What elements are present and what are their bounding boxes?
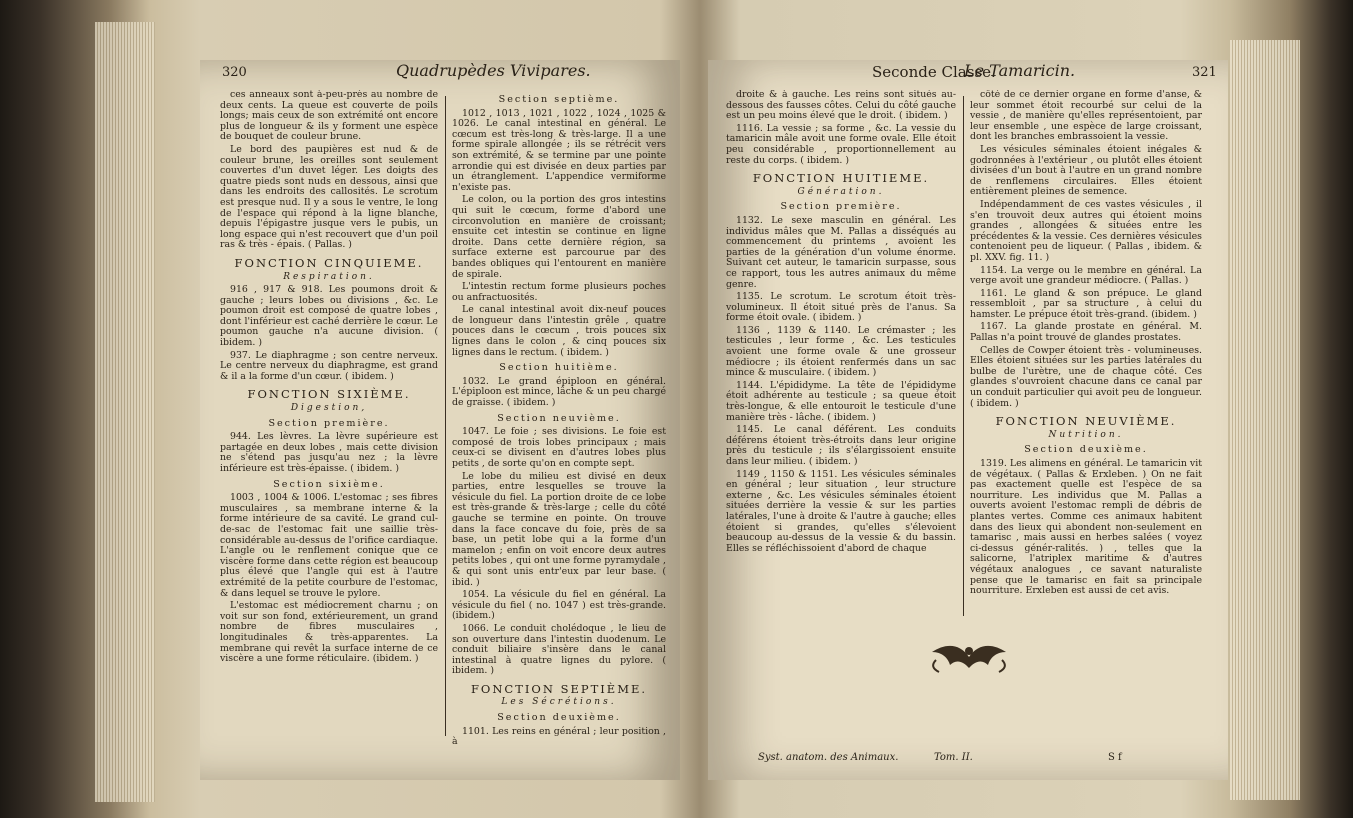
paragraph: 1161. Le gland & son prépuce. Le gland ressembloit , par sa structure , à celui du hamster. Le prépuce étoit très-grand. (ibidem. ) — [970, 287, 1202, 320]
subheading: Nutrition. — [1048, 429, 1124, 440]
right-page — [708, 60, 1228, 780]
paragraph: Le bord des paupières est nud & de couleur brune, les oreilles sont seulement couvertes d'un duvet léger. Les doigts des quatre pieds sont nuds en dessous, ainsi que dans les endroits des callosités. Le scrotum est presque nud. Il y a sous le ventre, le long de l'espace qui répond à la ligne blanche, depuis l'épigastre jusque vers le pubis, un long espace qui n'est recouvert que d'un poil ras & très - épais. ( Pallas. ) — [220, 143, 438, 251]
paragraph: 1144. L'épididyme. La tête de l'épididyme étoit adhérente au testicule ; sa queue étoit très-longue, & elle entouroit le testicule d'une manière très - lâche. ( ibidem. ) — [726, 379, 956, 423]
paragraph: 944. Les lèvres. La lèvre supérieure est partagée en deux lobes , mais cette division ne s'étend pas jusqu'au nez ; la lèvre inférieure est très-épaisse. ( ibidem. ) — [220, 431, 438, 474]
footer-signature: S f — [1108, 752, 1122, 764]
paragraph: 1047. Le foie ; ses divisions. Le foie est composé de trois lobes principaux ; mais ceux-ci se divisent en d'autres lobes plus petits , de sorte qu'on en compte sept. — [452, 426, 666, 469]
paragraph: Le lobe du milieu est divisé en deux parties, entre lesquelles se trouve la vésicule du fiel. La portion droite de ce lobe est très-grande & très-large ; celle du côté gauche se termine en pointe. On trouve dans la face concave du foie, près de sa base, un petit lobe qui a la forme d'un mamelon ; enfin on voit encore deux autres petits lobes , qui ont une forme pyramydale , & qui sont unis entr'eux par leur base. ( ibid. ) — [452, 470, 666, 588]
page-number: 321 — [1192, 65, 1217, 80]
footer-volume: Tom. II. — [934, 752, 973, 764]
section-heading: Section huitième. — [499, 362, 619, 374]
paragraph: 1149 , 1150 & 1151. Les vésicules séminales en général ; leur situation , leur structure externe , &c. Les vésicules séminales étoient situées derrière la vessie & sur les parties latérales, l'une à droite & l'autre à gauche; elles étoient si grandes, qu'elles s'élevoient beaucoup au-dessus de la vessie & du bassin. Elles se réfléchissoient d'abord de chaque — [726, 468, 956, 554]
paragraph: 1066. Le conduit cholédoque , le lieu de son ouverture dans l'intestin duodenum. Le conduit biliaire s'insère dans le canal intestinal à quatre lignes du pylore. ( ibidem. ) — [452, 622, 666, 677]
paragraph: 1012 , 1013 , 1021 , 1022 , 1024 , 1025 & 1026. Le canal intestinal en général. Le cœcum est très-long & très-large. Il a une forme spirale allongée ; ils se rétrécit vers son extrémité, & se termine par une pointe arrondie qui est divisée en deux parties par un étranglement. L'appendice vermiforme n'existe pas. — [452, 107, 666, 193]
right-column-2 — [970, 90, 1202, 635]
function-heading: FONCTION SIXIÈME. — [247, 387, 411, 402]
footer-title: Syst. anatom. des Animaux. — [758, 752, 899, 764]
paragraph: L'estomac est médiocrement charnu ; on voit sur son fond, extérieurement, un grand nombre de fibres musculaires , longitudinales & très-apparentes. La membrane qui revêt la surface interne de ce viscère a une forme réticulaire. (ibidem. ) — [220, 600, 438, 665]
paragraph: 1032. Le grand épiploon en général. L'épiploon est mince, lâche & un peu chargé de graisse. ( ibidem. ) — [452, 375, 666, 409]
function-heading: FONCTION CINQUIEME. — [234, 255, 424, 270]
paragraph: 1003 , 1004 & 1006. L'estomac ; ses fibres musculaires , sa membrane interne & la forme intérieure de sa cavité. Le grand cul-de-sac de l'estomac fait une saillie très-considérable au-dessus de l'orifice cardiaque. L'angle ou le renflement conique que ce viscère forme dans cette région est beaucoup plus élevé que l'angle qui est à l'autre extrémité de la petite courbure de l'estomac, & dans lequel se trouve le pylore. — [220, 492, 438, 599]
paragraph: Les vésicules séminales étoient inégales & godronnées à l'extérieur , ou plutôt elles étoient divisées d'un bout à l'autre en un grand nombre de renflemens circulaires. Elles étoient entièrement pleines de semence. — [970, 143, 1202, 198]
section-heading: Section deuxième. — [1024, 444, 1148, 456]
subheading: Digestion, — [290, 403, 368, 414]
paragraph: côté de ce dernier organe en forme d'anse, & leur sommet étoit recourbé sur celui de la vessie , de manière qu'elles représentoient, par leur ensemble , une espèce de large croissant, dont les branches embrassoient la vessie. — [970, 90, 1202, 143]
function-heading: FONCTION HUITIEME. — [752, 171, 930, 186]
paragraph: 1054. La vésicule du fiel en général. La vésicule du fiel ( no. 1047 ) est très-grande. (ibidem.) — [452, 589, 666, 622]
section-head: Seconde Classe. — [872, 63, 996, 81]
paragraph: Le canal intestinal avoit dix-neuf pouces de longueur dans l'intestin grêle , quatre pouces dans le cœcum , trois pouces six lignes dans le colon , & cinq pouces six lignes dans le rectum. ( ibidem. ) — [452, 304, 666, 358]
left-page — [200, 60, 680, 780]
page-number: 320 — [222, 65, 247, 80]
paragraph: 1116. La vessie ; sa forme , &c. La vessie du tamaricin mâle avoit une forme ovale. Elle étoit peu considérable , proportionnellement au reste du corps. ( ibidem. ) — [726, 122, 956, 166]
paragraph: Le colon, ou la portion des gros intestins qui suit le cœcum, forme d'abord une circonvolution en manière de croissant; ensuite cet intestin se continue en ligne droite. Dans cette dernière région, sa surface externe est parcourue par des bandes obliques qui l'entourent en manière de spirale. — [452, 194, 666, 280]
running-head: Quadrupèdes Vivipares. — [396, 61, 591, 80]
left-page-edges — [95, 22, 155, 802]
section-heading: Section deuxième. — [497, 712, 621, 724]
paragraph: 1101. Les reins en général ; leur position , à — [452, 725, 666, 748]
right-column-1 — [726, 90, 956, 774]
subheading: Génération. — [797, 186, 885, 197]
paragraph: 1135. Le scrotum. Le scrotum étoit très-volumineux. Il étoit situé près de l'anus. Sa forme étoit ovale. ( ibidem. ) — [726, 291, 956, 324]
section-heading: Section neuvième. — [497, 412, 621, 424]
paragraph: 916 , 917 & 918. Les poumons droit & gauche ; leurs lobes ou divisions , &c. Le poumon droit est composé de quatre lobes , dont l'inférieur est caché derrière le cœur. Le poumon gauche n'a aucune division. ( ibidem. ) — [220, 284, 438, 349]
running-head: Le Tamaricin. — [964, 61, 1076, 80]
function-heading: FONCTION SEPTIÈME. — [470, 681, 648, 696]
column-rule — [963, 96, 964, 616]
fleuron-ornament — [926, 638, 1012, 676]
left-column-2 — [452, 90, 666, 774]
paragraph: ces anneaux sont à-peu-près au nombre de deux cents. La queue est couverte de poils longs; mais ceux de son extrémité ont encore plus de longueur & ils y forment une espèce de bouquet de couleur brune. — [220, 90, 438, 143]
function-heading: FONCTION NEUVIÈME. — [995, 414, 1177, 429]
section-heading: Section sixième. — [273, 478, 385, 490]
section-heading: Section septième. — [498, 94, 620, 105]
paragraph: Indépendamment de ces vastes vésicules , il s'en trouvoit deux autres qui étoient moins grandes , allongées & situées entre les précédentes & la vessie. Ces dernières vésicules contenoient peu de liqueur. ( Pallas , ibidem. & pl. XXV. fig. 11. ) — [970, 198, 1202, 263]
paragraph: 1319. Les alimens en général. Le tamaricin vit de végétaux. ( Pallas & Erxleben. ) On ne fait pas exactement quelle est l'espèce de sa nourriture. Les individus que M. Pallas a ouverts avoient l'estomac rempli de débris de plantes vertes. Comme ces animaux habitent dans des lieux qui abondent non-seulement en tamarisc , mais aussi en herbes salées ( voyez ci-dessus génér-ralités. ) , telles que la salicorne, l'atriplex maritime & d'autres végétaux analogues , ce savant naturaliste pense que le tamarisc en fait sa principale nourriture. Erxleben est aussi de cet avis. — [970, 458, 1202, 597]
subheading: Respiration. — [283, 271, 375, 282]
column-rule — [445, 96, 446, 736]
paragraph: droite & à gauche. Les reins sont situés au-dessous des fausses côtes. Celui du côté gauche est un peu moins élevé que le droit. ( ibidem. ) — [726, 90, 956, 122]
section-heading: Section première. — [780, 201, 902, 213]
section-heading: Section première. — [268, 417, 390, 429]
left-column-1 — [220, 90, 438, 774]
paragraph: 937. Le diaphragme ; son centre nerveux. Le centre nerveux du diaphragme, est grand & il a la forme d'un cœur. ( ibidem. ) — [220, 349, 438, 382]
paragraph: 1136 , 1139 & 1140. Le crémaster ; les testicules , leur forme , &c. Les testicules avoient une forme ovale & une grosseur médiocre ; ils étoient renfermés dans un sac mince & musculaire. ( ibidem. ) — [726, 324, 956, 379]
paragraph: 1167. La glande prostate en général. M. Pallas n'a point trouvé de glandes prostates. — [970, 321, 1202, 344]
paragraph: Celles de Cowper étoient très - volumineuses. Elles étoient situées sur les parties latérales du bulbe de l'urètre, une de chaque côté. Ces glandes s'ouvroient chacune dans ce canal par un conduit particulier qui avoit peu de longueur. ( ibidem. ) — [970, 344, 1202, 409]
paragraph: 1145. Le canal déférent. Les conduits déférens étoient très-étroits dans leur origine près du testicule ; ils s'élargissoient ensuite dans leur milieu. ( ibidem. ) — [726, 424, 956, 467]
subheading: Les Sécrétions. — [501, 697, 617, 708]
paragraph: 1132. Le sexe masculin en général. Les individus mâles que M. Pallas a disséqués au commencement du printems , avoient les parties de la génération d'un volume énorme. Suivant cet auteur, le tamaricin surpasse, sous ce rapport, tous les autres animaux du même genre. — [726, 214, 956, 290]
paragraph: 1154. La verge ou le membre en général. La verge avoit une grandeur médiocre. ( Pallas. ) — [970, 264, 1202, 287]
paragraph: L'intestin rectum forme plusieurs poches ou anfractuosités. — [452, 281, 666, 303]
right-page-edges — [1230, 40, 1300, 800]
